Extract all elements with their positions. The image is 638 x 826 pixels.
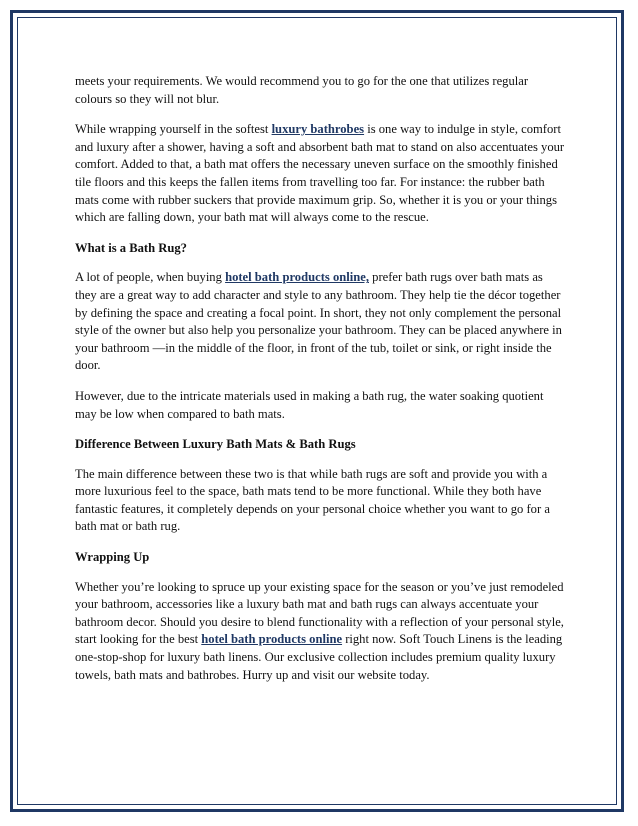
paragraph-bathmat: While wrapping yourself in the softest luxury bathrobes is one way to indulge in style, comfort and luxury after a shower, having a soft and absorbent bath mat to stand on also accentuates your comfort. Added to that, a bath mat offers the necessary uneven surface on the smoothly finished tile floors and this keeps the fallen items from travelling too far. For instance: the rubber bath mats come with rubber suckers that provide maximum grip. So, whether it is you or your things which are falling down, your bath mat will always come to the rescue. xyxy=(75,122,565,225)
heading-wrapping-up: Wrapping Up xyxy=(75,550,150,565)
paragraph-water-soaking: However, due to the intricate materials used in making a bath rug, the water soaking quotient may be low when compared to bath mats. xyxy=(75,388,544,421)
paragraph-bath-rug: A lot of people, when buying hotel bath products online, prefer bath rugs over bath mats as they are a great way to add character and style to any bathroom. They help tie the décor together by defining the space and creating a focal point. In short, they not only complement the personal style of the owner but also help you personalize your bathroom. They can be placed anywhere in your bathroom —in the middle of the floor, in front of the tub, toilet or sink, or right inside the door. xyxy=(75,270,562,373)
paragraph-intro: meets your requirements. We would recommend you to go for the one that utilizes regular colours so they will not blur. xyxy=(75,74,529,106)
heading-difference: Difference Between Luxury Bath Mats & Bath Rugs xyxy=(75,437,356,452)
document-body xyxy=(75,73,565,697)
paragraph-wrapping-up: Whether you’re looking to spruce up your existing space for the season or you’ve just remodeled your bathroom, accessories like a luxury bath mat and bath rugs can always accentuate your bathroom decor. Should you desire to blend functionality with a reflection of your personal style, start looking for the best hotel bath products online right now. Soft Touch Linens is the leading one-stop-shop for luxury bath linens. Our exclusive collection includes premium quality luxury towels, bath mats and bathrobes. Hurry up and visit our website today. xyxy=(75,579,564,682)
link-hotel-bath-products[interactable]: hotel bath products online, xyxy=(225,270,369,285)
paragraph-difference: The main difference between these two is that while bath rugs are soft and provide you with a more luxurious feel to the space, bath mats tend to be more functional. While they both have fantastic features, it completely depends on your personal choice whether you want to go for a bath mat or bath rug. xyxy=(75,466,550,534)
heading-what-is-bath-rug: What is a Bath Rug? xyxy=(75,240,187,255)
link-hotel-bath-products-online[interactable]: hotel bath products online xyxy=(201,632,343,647)
link-luxury-bathrobes[interactable]: luxury bathrobes xyxy=(271,122,365,137)
